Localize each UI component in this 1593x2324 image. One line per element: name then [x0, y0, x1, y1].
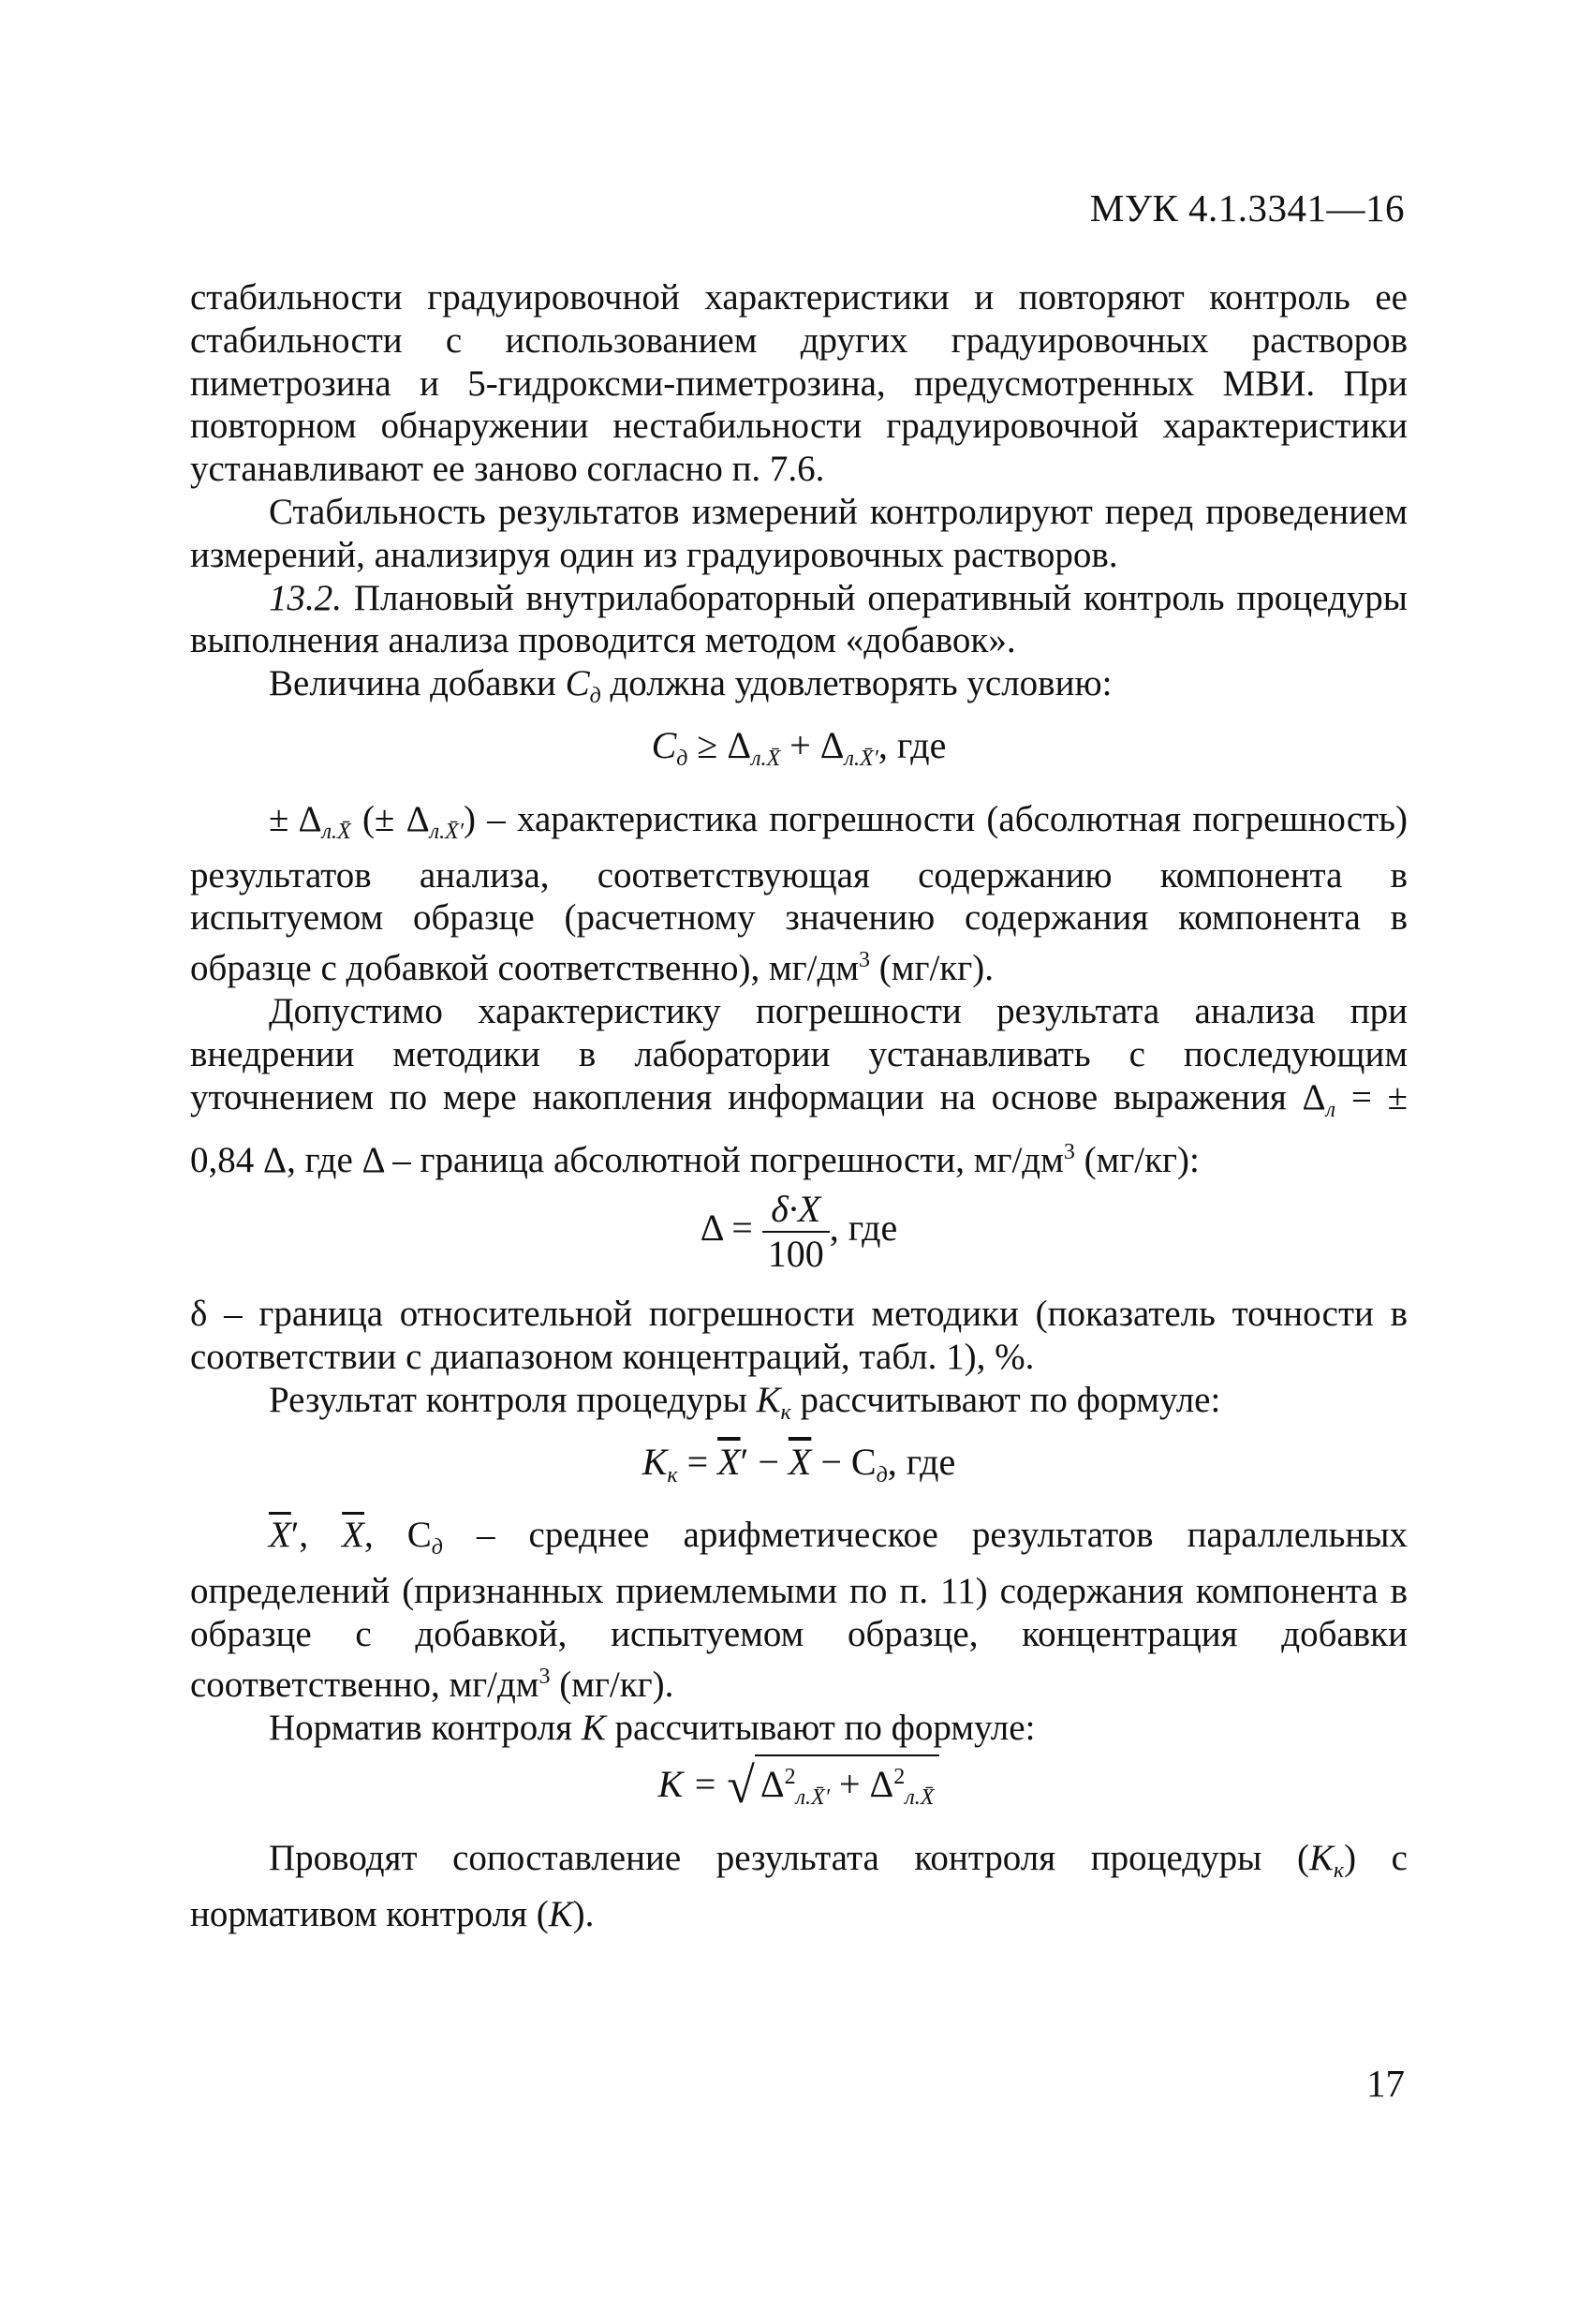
paragraph-stability-control: стабильности градуировочной характеристики и повторяют контроль ее стабильности с использованием других градуировочных растворов пиметрозина и 5-гидроксми-пиметрозина, предусмотренных МВИ. При повторном обнаружении нестабильности градуировочной характеристики устанавливают ее заново согласно п. 7.6.: [190, 277, 1408, 490]
paragraph-comparison: Проводят сопоставление результата контроля процедуры $(К_к)$ с нормативом контроля (К).: [190, 1838, 1408, 1934]
section-number: 13.2.: [269, 577, 342, 618]
paragraph-relative-error: δ – граница относительной погрешности методики (показатель точности в соответствии с диапазоном концентраций, табл. 1), %.: [190, 1294, 1408, 1377]
paragraph-mean-values: $\overline{X}'$, $\overline{X}$, $С_д$ – среднее арифметическое результатов параллельных определений (признанных приемлемыми по п. 11) содержания компонента в образце с добавкой, испытуемом образце, концентрация добавки соответственно, $мг/дм^3$ (мг/кг).: [190, 1515, 1408, 1705]
paragraph-measurement-stability: Стабильность результатов измерений контролируют перед проведением измерений, анализируя один из градуировочных растворов.: [190, 491, 1408, 575]
square-root: $\Delta^2_{л.X̄'} + \Delta^2_{л.X̄}$: [755, 1754, 940, 1820]
document-code-header: МУК 4.1.3341—16: [1089, 186, 1405, 229]
paragraph-additive-condition: Величина добавки $С_д$ должна удовлетворять условию:: [269, 663, 1113, 709]
section-text: Плановый внутрилабораторный оперативный контроль процедуры выполнения анализа проводится методом «добавок».: [190, 577, 1408, 661]
paragraph-control-result: Результат контроля процедуры $К_к$ рассчитывают по формуле:: [269, 1379, 1221, 1425]
formula-additive-condition: $С_д \ge \Delta_{л.X̄} + \Delta_{л.X̄'}$, где: [651, 723, 947, 771]
paragraph-error-characteristic: ± $\Delta_{л.X̄}$ (± $\Delta_{л.X̄'}$) – характеристика погрешности (абсолютная погрешность) результатов анализа, соответствующая содержанию компонента в испытуемом образце (расчетному значению содержания компонента в образце с добавкой соответственно), $мг/дм^3$ (мг/кг).: [190, 798, 1408, 989]
formula-control-norm: К = √ $\Delta^2_{л.X̄'} + \Delta^2_{л.X̄}$: [190, 1754, 1408, 1820]
formula-absolute-error: Δ = $\frac{\delta\cdot X}{100}$ , где: [700, 1188, 898, 1276]
document-body: [190, 276, 1408, 1936]
page-number: 17: [1366, 2062, 1405, 2105]
formula-control-result: $К_к = \overline{X}' - \overline{X} - С_д$, где: [642, 1440, 956, 1488]
paragraph-control-norm: Норматив контроля К рассчитывают по формуле:: [269, 1707, 1036, 1748]
fraction: $\frac{\delta\cdot X}{100}$: [762, 1188, 830, 1276]
paragraph-section-13-2: [190, 577, 1408, 663]
paragraph-error-estimate: Допустимо характеристику погрешности результата анализа при внедрении методики в лаборатории устанавливать с последующим уточнением по мере накопления информации на основе выражения $\Delta_л$ = ± 0,84 Δ, где Δ – граница абсолютной погрешности, $мг/дм^3$ (мг/кг):: [190, 990, 1408, 1181]
